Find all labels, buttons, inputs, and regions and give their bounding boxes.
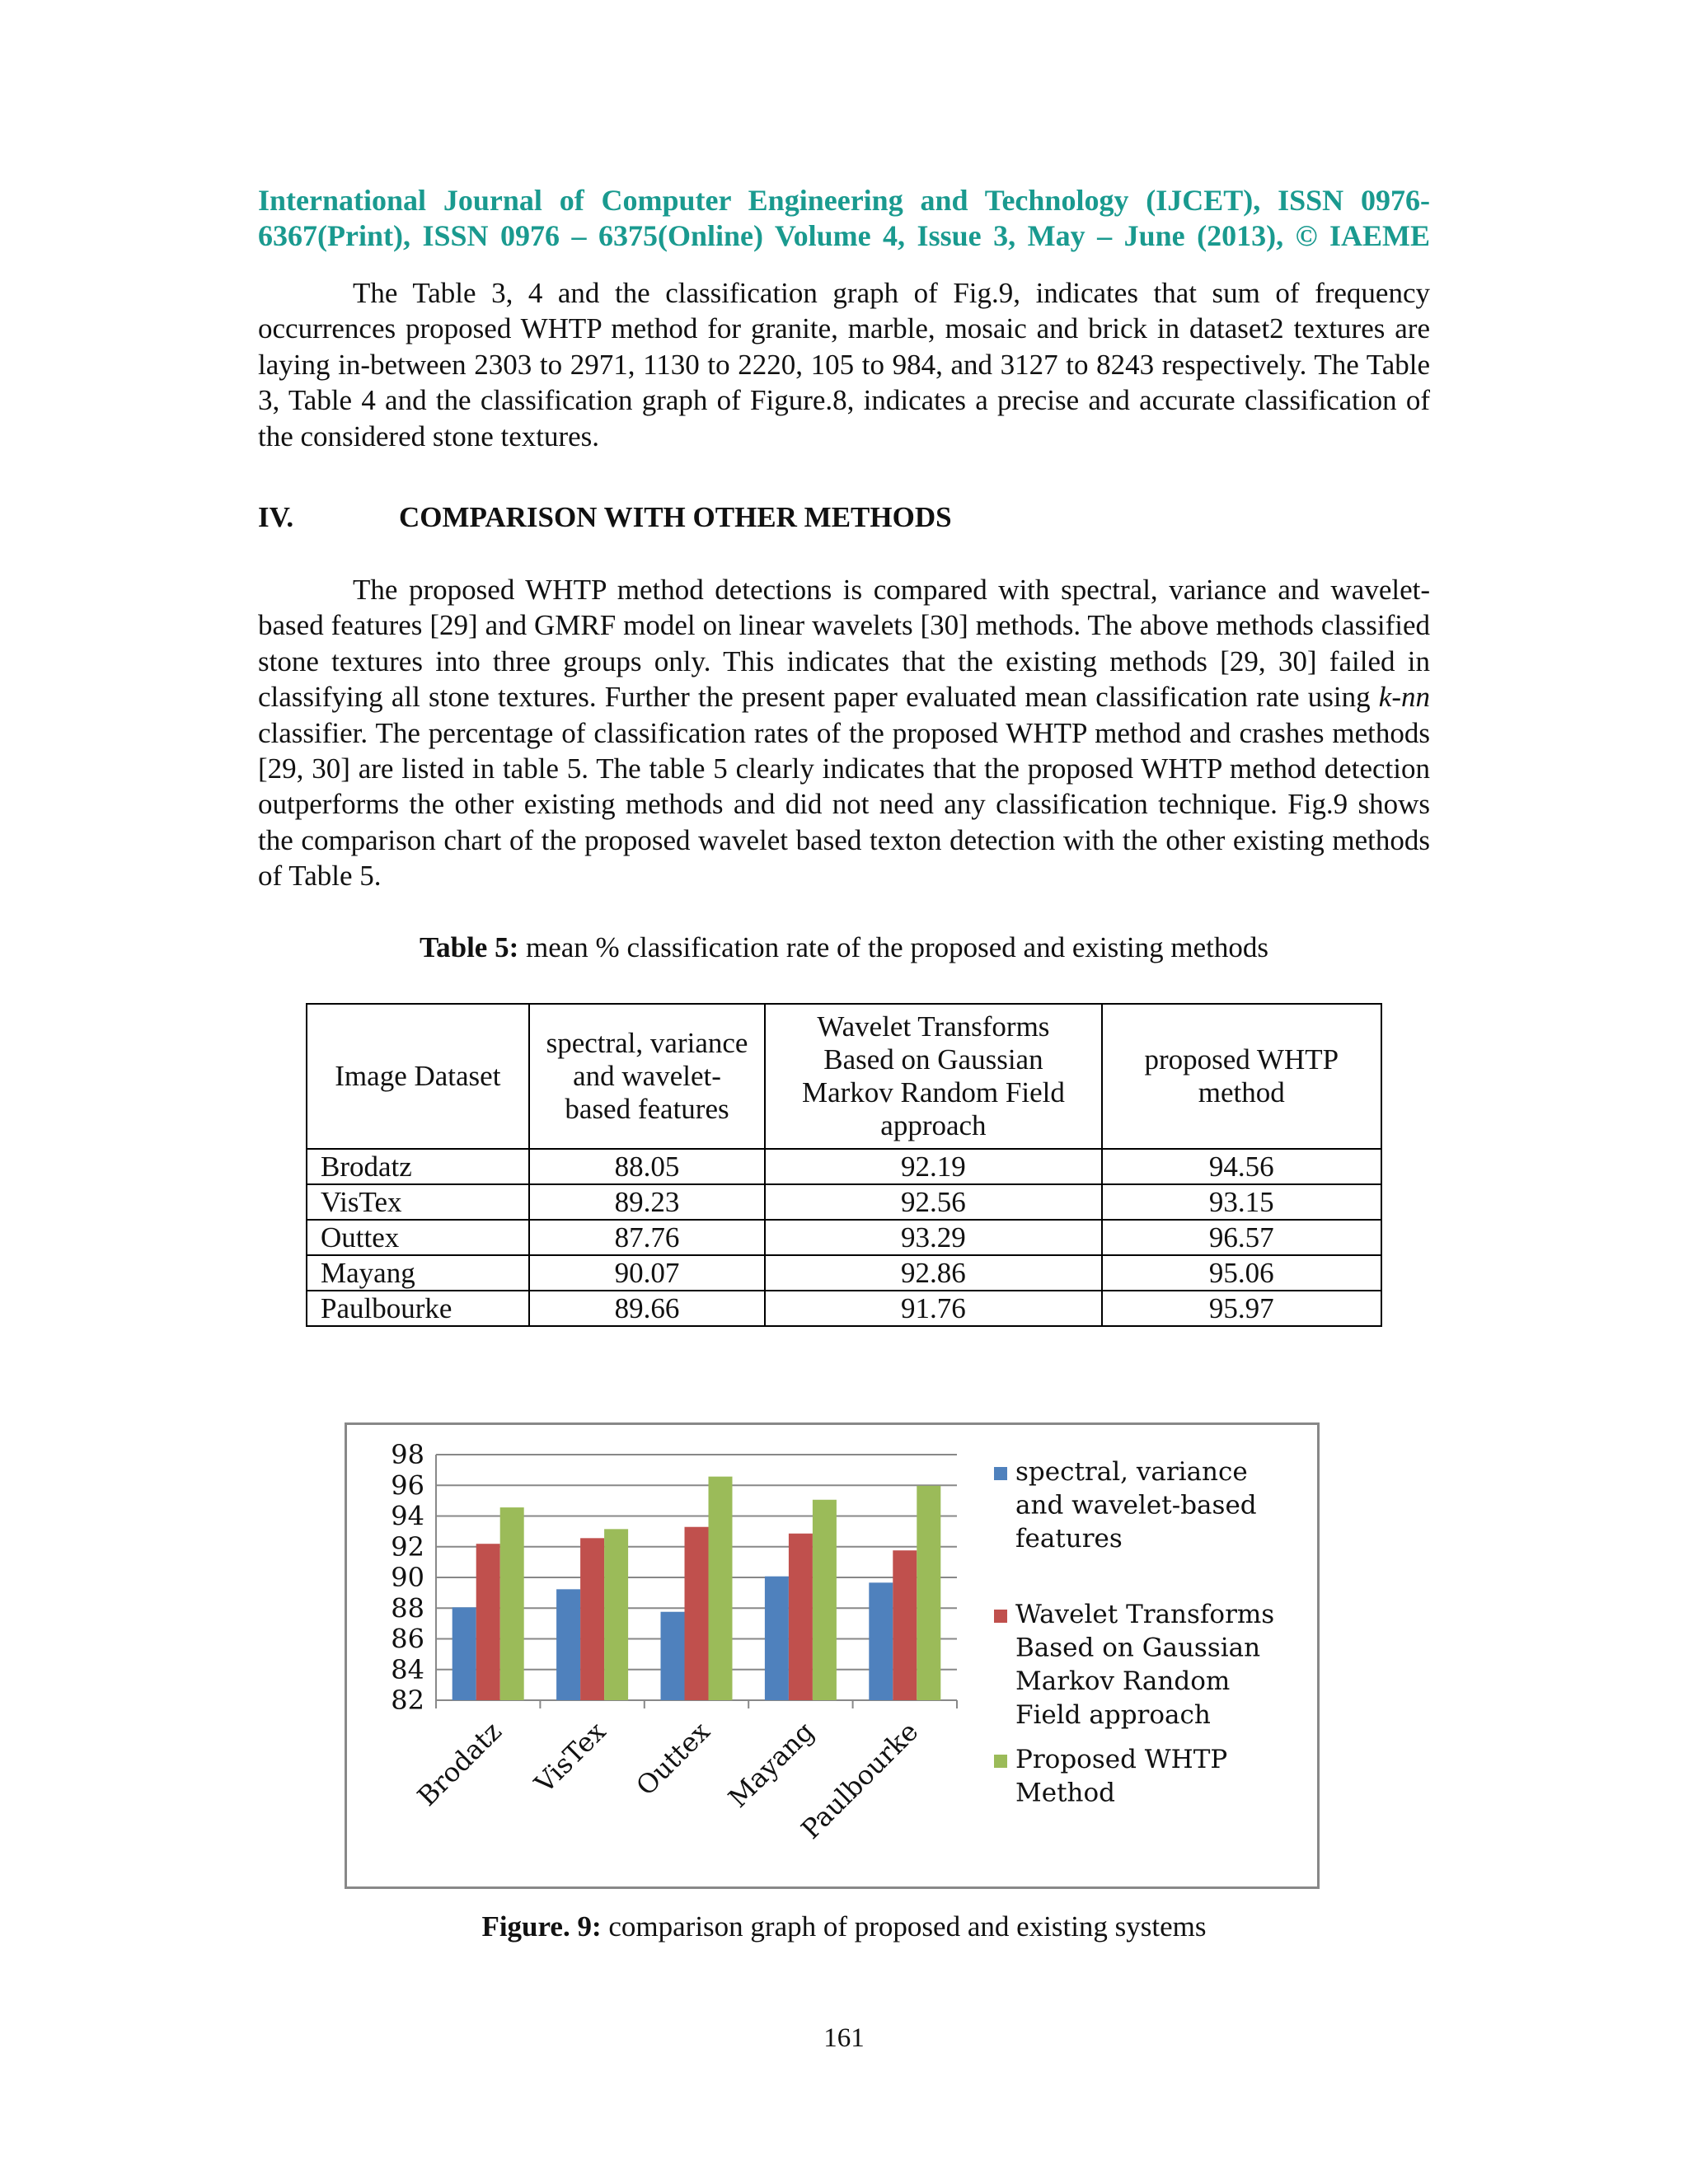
value-cell: 92.19: [765, 1149, 1101, 1184]
bar-outtex-series-3: [709, 1477, 733, 1700]
value-cell: 89.23: [529, 1184, 766, 1220]
dataset-cell: Mayang: [307, 1255, 529, 1291]
section-number: IV.: [258, 501, 294, 533]
results-table: [306, 1003, 1382, 1327]
x-category-label: Outtex: [630, 1715, 716, 1802]
header-cell: proposed WHTP method: [1102, 1004, 1381, 1149]
legend-label: Based on Gaussian: [1015, 1633, 1261, 1663]
bar-mayang-series-2: [789, 1534, 813, 1700]
bar-paulbourke-series-3: [917, 1486, 940, 1700]
y-tick-label: 86: [391, 1623, 424, 1655]
figure-caption: [0, 1910, 1688, 1943]
value-cell: 95.06: [1102, 1255, 1381, 1291]
header-cell: spectral, variance and wavelet-based features: [529, 1004, 766, 1149]
bar-mayang-series-3: [813, 1500, 837, 1700]
header-cell: Wavelet Transforms Based on Gaussian Markov Random Field approach: [765, 1004, 1101, 1149]
paragraph-2-text-b: classifier. The percentage of classification rates of the proposed WHTP method and crashes methods [29, 30] are listed in table 5. The table 5 clearly indicates that the proposed WHTP method detection outperforms the other existing methods and did not need any classification technique. Fig.9 shows the comparison chart of the proposed wavelet based texton detection with the other existing methods of Table 5.: [258, 716, 1430, 893]
bar-brodatz-series-2: [476, 1544, 500, 1700]
bar-paulbourke-series-1: [869, 1582, 893, 1700]
legend-label: Method: [1015, 1778, 1116, 1808]
legend-label: Wavelet Transforms: [1015, 1600, 1275, 1629]
paragraph-2-italic: k-nn: [1378, 681, 1430, 714]
header-line-2: 6367(Print), ISSN 0976 – 6375(Online) Volume 4, Issue 3, May – June (2013), © IAEME: [258, 219, 1430, 252]
value-cell: 93.15: [1102, 1184, 1381, 1220]
legend-label: spectral, variance: [1015, 1457, 1248, 1487]
table-row: [307, 1291, 1381, 1326]
dataset-cell: Brodatz: [307, 1149, 529, 1184]
value-cell: 92.86: [765, 1255, 1101, 1291]
table-row: [307, 1220, 1381, 1255]
value-cell: 92.56: [765, 1184, 1101, 1220]
paragraph-2-text-a: The proposed WHTP method detections is compared with spectral, variance and wavelet-based features [29] and GMRF model on linear wavelets [30] methods. The above methods classified stone textures into three groups only. This indicates that the existing methods [29, 30] failed in classifying all stone textures. Further the present paper evaluated mean classification rate using: [258, 574, 1430, 714]
value-cell: 93.29: [765, 1220, 1101, 1255]
legend-label: and wavelet-based: [1015, 1490, 1257, 1521]
y-tick-label: 96: [391, 1469, 424, 1502]
dataset-cell: Outtex: [307, 1220, 529, 1255]
y-tick-label: 94: [391, 1500, 424, 1532]
table-caption-label: Table 5:: [419, 931, 519, 963]
x-category-label: VisTex: [528, 1715, 612, 1799]
header-line-1: International Journal of Computer Engineering and Technology (IJCET), ISSN 0976-: [258, 184, 1430, 217]
journal-header: [258, 183, 1430, 254]
figure-caption-text: comparison graph of proposed and existing systems: [601, 1910, 1207, 1943]
bar-outtex-series-2: [685, 1527, 709, 1700]
header-cell: Image Dataset: [307, 1004, 529, 1149]
legend-label: Markov Random: [1015, 1666, 1231, 1697]
legend-swatch: [994, 1610, 1007, 1623]
legend-label: Field approach: [1015, 1699, 1211, 1730]
paragraph-1: The Table 3, 4 and the classification graph of Fig.9, indicates that sum of frequency occurrences proposed WHTP method for granite, marble, mosaic and brick in dataset2 textures are laying in-between 2303 to 2971, 1130 to 2220, 105 to 984, and 3127 to 8243 respectively. The Table 3, Table 4 and the classification graph of Figure.8, indicates a precise and accurate classification of the considered stone textures.: [258, 277, 1430, 452]
value-cell: 91.76: [765, 1291, 1101, 1326]
value-cell: 95.97: [1102, 1291, 1381, 1326]
value-cell: 90.07: [529, 1255, 766, 1291]
value-cell: 88.05: [529, 1149, 766, 1184]
y-tick-label: 84: [391, 1653, 424, 1685]
bar-paulbourke-series-2: [893, 1550, 917, 1700]
table-caption: [0, 931, 1688, 964]
x-category-label: Brodatz: [410, 1715, 508, 1812]
figure-caption-label: Figure. 9:: [481, 1910, 602, 1943]
section-title: COMPARISON WITH OTHER METHODS: [399, 501, 952, 533]
table-row: [307, 1149, 1381, 1184]
bar-outtex-series-1: [661, 1612, 685, 1700]
y-tick-label: 88: [391, 1592, 424, 1624]
table-header-row: [307, 1004, 1381, 1149]
value-cell: 96.57: [1102, 1220, 1381, 1255]
page-number: 161: [823, 2023, 865, 2053]
section-heading: [258, 501, 952, 534]
x-category-label: Paulbourke: [795, 1715, 925, 1845]
legend-label: Proposed WHTP: [1015, 1745, 1228, 1774]
table-row: [307, 1255, 1381, 1291]
bar-vistex-series-3: [604, 1529, 628, 1700]
bar-chart: [347, 1425, 1322, 1891]
bar-vistex-series-2: [580, 1538, 604, 1700]
table-row: [307, 1184, 1381, 1220]
value-cell: 89.66: [529, 1291, 766, 1326]
legend-swatch: [994, 1467, 1007, 1480]
bar-mayang-series-1: [765, 1577, 789, 1700]
bar-brodatz-series-3: [500, 1507, 524, 1700]
value-cell: 87.76: [529, 1220, 766, 1255]
y-tick-label: 98: [391, 1439, 424, 1470]
y-tick-label: 90: [391, 1562, 424, 1593]
dataset-cell: VisTex: [307, 1184, 529, 1220]
y-tick-label: 92: [391, 1530, 424, 1563]
paragraph-2: [258, 572, 1430, 894]
figure-9-chart: [345, 1422, 1320, 1889]
bar-vistex-series-1: [556, 1589, 580, 1700]
legend-swatch: [994, 1755, 1007, 1768]
x-category-label: Mayang: [722, 1715, 821, 1814]
legend-label: features: [1015, 1524, 1123, 1554]
bar-brodatz-series-1: [452, 1607, 476, 1700]
value-cell: 94.56: [1102, 1149, 1381, 1184]
dataset-cell: Paulbourke: [307, 1291, 529, 1326]
table-caption-text: mean % classification rate of the proposed and existing methods: [518, 931, 1268, 963]
y-tick-label: 82: [391, 1685, 424, 1716]
